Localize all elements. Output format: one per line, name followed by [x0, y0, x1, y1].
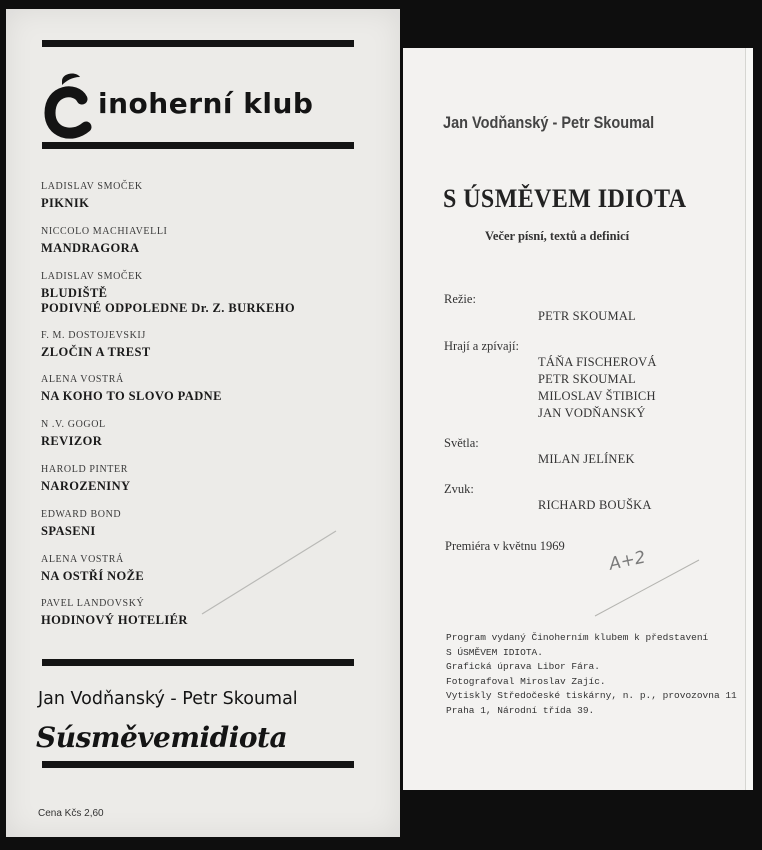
handwritten-note: A+2: [607, 547, 648, 575]
premiere-date: Premiéra v květnu 1969: [445, 539, 565, 553]
imprint-line: Fotografoval Miroslav Zajíc.: [446, 676, 606, 687]
play-title: NAROZENINY: [41, 478, 131, 493]
credit-label-sound: Zvuk:: [444, 482, 474, 496]
play-title: SPASENI: [41, 523, 96, 538]
imprint-line: Vytiskly Středočeské tiskárny, n. p., provozovna 11: [446, 690, 737, 701]
play-title: HODINOVÝ HOTELIÉR: [41, 613, 188, 628]
subtitle: Večer písní, textů a definicí: [485, 229, 630, 243]
play-title: ZLOČIN A TREST: [41, 344, 151, 359]
imprint-line: Grafická úprava Libor Fára.: [446, 661, 600, 672]
play-author: PAVEL LANDOVSKÝ: [41, 598, 145, 610]
play-author: N .V. GOGOL: [41, 419, 106, 431]
play-author: LADISLAV SMOČEK: [41, 270, 143, 282]
page-edge: [745, 48, 753, 790]
credit-name: TÁŇA FISCHEROVÁ: [538, 355, 657, 369]
credit-name: MILAN JELÍNEK: [538, 452, 635, 466]
pencil-line: [6, 9, 400, 837]
left-leaflet: [6, 9, 400, 837]
right-leaflet: [403, 48, 753, 790]
credit-name: PETR SKOUMAL: [538, 372, 636, 386]
logo-text: inoherní klub: [98, 87, 314, 120]
play-title: PIKNIK: [41, 196, 90, 210]
play-author: LADISLAV SMOČEK: [41, 181, 143, 192]
show-title: Súsměvemidiota: [36, 721, 288, 754]
play-title: REVIZOR: [41, 434, 103, 449]
play-author: HAROLD PINTER: [41, 463, 128, 475]
bottom-rule-2: [42, 761, 354, 768]
play-author: ALENA VOSTRÁ: [41, 374, 124, 386]
authors-heading: Jan Vodňanský - Petr Skoumal: [443, 114, 655, 132]
play-author: EDWARD BOND: [41, 508, 122, 520]
credit-name: JAN VODŇANSKÝ: [538, 406, 646, 420]
bottom-rule-1: [42, 659, 354, 666]
play-author: ALENA VOSTRÁ: [41, 553, 124, 565]
play-author: NICCOLO MACHIAVELLI: [41, 225, 168, 237]
credit-name: PETR SKOUMAL: [538, 309, 636, 323]
play-title: NA KOHO TO SLOVO PADNE: [41, 389, 222, 404]
imprint-line: Program vydaný Činoherním klubem k představení: [446, 632, 709, 643]
authors-line: Jan Vodňanský - Petr Skoumal: [38, 689, 298, 709]
play-title: NA OSTŘÍ NOŽE: [41, 568, 145, 583]
credit-name: MILOSLAV ŠTIBICH: [538, 389, 656, 403]
play-author: F. M. DOSTOJEVSKIJ: [41, 329, 146, 341]
credit-label-direction: Režie:: [444, 292, 476, 306]
play-title-2: PODIVNÉ ODPOLEDNE Dr. Z. BURKEHO: [41, 300, 296, 315]
price-label: Cena Kčs 2,60: [38, 808, 104, 819]
credit-name: RICHARD BOUŠKA: [538, 498, 652, 512]
credit-label-cast: Hrají a zpívají:: [444, 339, 519, 353]
credit-label-lights: Světla:: [444, 436, 479, 450]
play-title: BLUDIŠTĚ: [41, 285, 108, 300]
imprint-line: Praha 1, Národní třída 39.: [446, 705, 595, 716]
play-title: MANDRAGORA: [41, 240, 140, 255]
imprint-line: S ÚSMĚVEM IDIOTA.: [446, 647, 543, 658]
page-title: S ÚSMĚVEM IDIOTA: [443, 184, 687, 213]
